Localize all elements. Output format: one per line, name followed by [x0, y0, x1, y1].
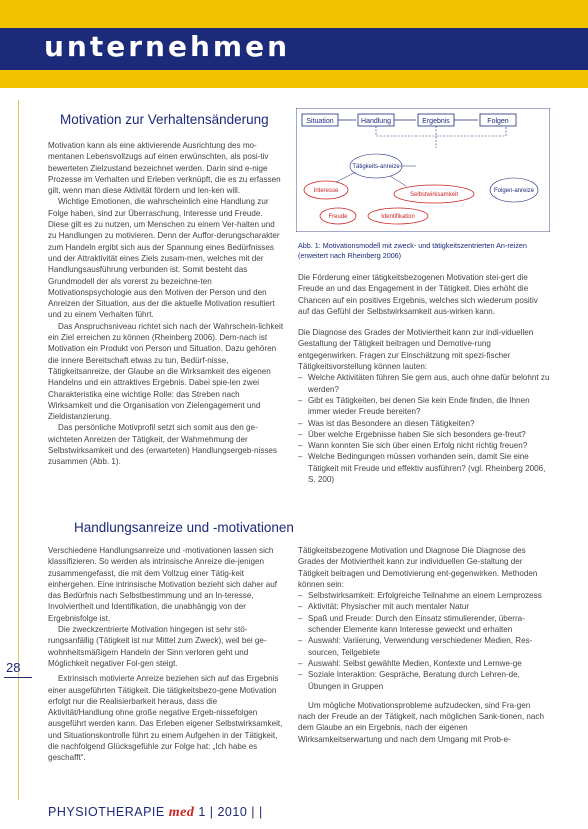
left-column-top [48, 140, 284, 468]
motivation-model-figure [296, 108, 550, 232]
list-item: – Auswahl: Selbst gewählte Medien, Kontexte und Lernwe-ge [298, 658, 550, 669]
list-item: – Spaß und Freude: Durch den Einsatz stimulierender, überra-schender Elemente kann Interesse geweckt und erhalten [298, 613, 550, 636]
issue-number: 1 | 2010 | | [198, 805, 263, 819]
question-list [298, 372, 550, 485]
footer [48, 805, 263, 821]
section-title: unternehmen [44, 30, 291, 63]
oval-label: Interesse [313, 188, 339, 194]
oval-label: Tätigkeits-anreize [352, 164, 400, 170]
oval-label: Freude [328, 214, 348, 220]
list-item: – Soziale Interaktion: Gespräche, Beratung durch Lehren-de, Übungen in Gruppen [298, 669, 550, 692]
paragraph: Motivation kann als eine aktivierende Ausrichtung des mo-mentanen Lebensvollzugs auf einen erwünschten, als posi-tiv bewerteten Zielzustand bezeichnet werden. Darin sind e-nige Prozesse im Verhalten und Erleben verknüpft, die es zu erfassen gilt, wenn man diese Aktivität fördern und len-ken will. [48, 141, 281, 196]
magazine-name: PHYSIOTHERAPIE [48, 805, 165, 819]
list-item: – Welche Aktivitäten führen Sie gern aus, auch ohne dafür belohnt zu werden? [298, 372, 550, 395]
magazine-med: med [168, 805, 195, 820]
paragraph: Das Anspruchsniveau richtet sich nach der Wahrschein-lichkeit ein Ziel erreichen zu können (Rheinberg 2006). Dem-nach ist Motivation ein Produkt von Person und Situation. Dazu gehören die innere Bereitschaft etwas zu tun, Bedürf-nisse, Tätigkeitsanreize, der Glaube an die Wirksamkeit des eigenen Handelns und ein attraktives Ergebnis. Dabei spie-len zwei Charakteristika eine wichtige Rolle: das Streben nach Wirksamkeit und die Organisation von Zielengagement und Zieldistanzierung. [48, 321, 284, 422]
paragraph: Das persönliche Motivprofil setzt sich somit aus den ge-wichteten Anreizen der Tätigkeit, der Wahrnehmung der Selbstwirksamkeit und des (erwarteten) Handlungsergeb-nisses zusammen (Abb. 1). [48, 423, 277, 467]
right-column-top [298, 272, 550, 485]
right-column-bottom [298, 545, 550, 745]
list-item: – Über welche Ergebnisse haben Sie sich besonders ge-freut? [298, 429, 550, 440]
paragraph: Tätigkeitsbezogene Motivation und Diagnose Die Diagnose des Grades der Motiviertheit kann zur individuellen Ge-staltung der Tätigkeit beitragen und Demotivierung ent-gegenwirken. Methoden können sein: [298, 546, 538, 589]
heading-handlungsanreize: Handlungsanreize und -motivationen [74, 520, 294, 535]
paragraph: Die Diagnose des Grades der Motiviertheit kann zur indi-viduellen Gestaltung der Tätigkeit beitragen und Demotive-rung entgegenwirken. Fragen zur Einschätzung mit spezi-fischer Tätigkeitsvorstellung können lauten: [298, 328, 534, 372]
list-item: – Auswahl: Variierung, Verwendung verschiedener Medien, Res-sourcen, Teilgebiete [298, 635, 550, 658]
oval-label: Identifikation [381, 214, 415, 220]
paragraph: Verschiedene Handlungsanreize und -motivationen lassen sich klassifizieren. So werden als intrinsische Anreize die-jenigen zusammengefasst, die mit dem Vollzug einer Tätig-keit einhergehen. Eine intrinsische Motivation bezieht sich daher auf das Bedürfnis nach Selbstbestimmung und an In-teresse, Involviertheit und Identifikation, die unabhängig von der Ergebnisfolge ist. [48, 546, 278, 623]
list-item: – Gibt es Tätigkeiten, bei denen Sie kein Ende finden, die Ihnen immer wieder Freude bereiten? [298, 395, 550, 418]
box-label: Handlung [361, 118, 391, 125]
box-label: Ergebnis [422, 118, 450, 125]
method-list [298, 590, 550, 692]
oval-label: Selbstwirksamkeit [409, 192, 459, 198]
paragraph: Um mögliche Motivationsprobleme aufzudecken, sind Fra-gen nach der Freude an der Tätigkeit, nach möglichen Sank-tionen, nach dem Glaube an ein Ergebnis, nach der eigenen Wirksamkeitserwartung und nach dem Umgang mit Prob-e- [298, 700, 544, 744]
page-number-underline [4, 677, 32, 678]
list-item: – Wann konnten Sie sich über einen Erfolg nicht richtig freuen? [298, 440, 550, 451]
figure-caption: Abb. 1: Motivationsmodell mit zweck- und tätigkeitszentrierten An-reizen (erweitert nach Rheinberg 2006) [298, 241, 527, 260]
list-item: – Welche Bedingungen müssen vorhanden sein, damit Sie eine Tätigkeit mit Freude und effektiv ausführen? (vgl. Rheinberg 2006, S. 200) [298, 451, 550, 485]
margin-rule [18, 100, 19, 800]
box-label: Folgen [487, 118, 509, 125]
list-item: – Aktivität: Physischer mit auch mentaler Natur [298, 601, 550, 612]
list-item: – Was ist das Besondere an diesen Tätigkeiten? [298, 418, 550, 429]
paragraph: Die zweckzentrierte Motivation hingegen ist sehr stö-rungsanfällig (Tätigkeit ist nur Mittel zum Zweck), weil bei ge-wohnheitsmäßigem Handeln der Sinn verloren geht und Möglichkeit negativer Fol-gen steigt. [48, 625, 267, 668]
list-item: – Selbstwirksamkeit: Erfolgreiche Teilnahme an einem Lernprozess [298, 590, 550, 601]
page-number: 28 [6, 660, 21, 675]
box-label: Situation [306, 118, 334, 125]
heading-motivation: Motivation zur Verhaltensänderung [60, 112, 269, 127]
paragraph: Wichtige Emotionen, die wahrscheinlich eine Handlung zur Folge haben, sind zur Überraschung, Interesse und Freude. Diese gilt es zu nutzen, um Menschen zu einem Ver-halten und zu Handlungen zu motivieren. Denn der Auffor-derungscharakter zum Handeln ergibt sich aus der Spannung eines Bedürfnisses und der Attraktivität eines Ziels zusam-men, welches mit der Handlungsausführung verbunden ist. Somit besteht das Grundmodell der als vorerst zu bezeichne-ten Motivationspsychologie aus den Motiven der Person und den Anreizen der Situation, aus der die aktuelle Motivation resultiert und zu einem Verhalten führt. [48, 197, 280, 320]
paragraph: Extrinsisch motivierte Anreize beziehen sich auf das Ergebnis einer ausgeführten Tätigkeit. Die tätigkeitsbezo-gene Motivation erfolgt nur die Realisierbarkeit heraus, dass die Aktivität/Handlung ohne große negative Ergeb-nissefolgen ausgeführt werden kann. Das Erleben eigener Selbstwirksamkeit, und Situationskontrolle führt zu einem Aufgehen in der Tätigkeit, die nachfolgend Glücksgefühle zur Folge hat: „Ich habe es geschafft“. [48, 674, 283, 763]
oval-label: Folgen-anreize [493, 188, 535, 194]
paragraph: Die Förderung einer tätigkeitsbezogenen Motivation stei-gert die Freude an und das Engagement in der Tätigkeit. Dies erhöht die Chancen auf ein positives Ergebnis, welches sich wiederum positiv auf das Gefühl der Selbstwirksamkeit aus-wirken kann. [298, 273, 538, 316]
left-column-bottom [48, 545, 284, 764]
